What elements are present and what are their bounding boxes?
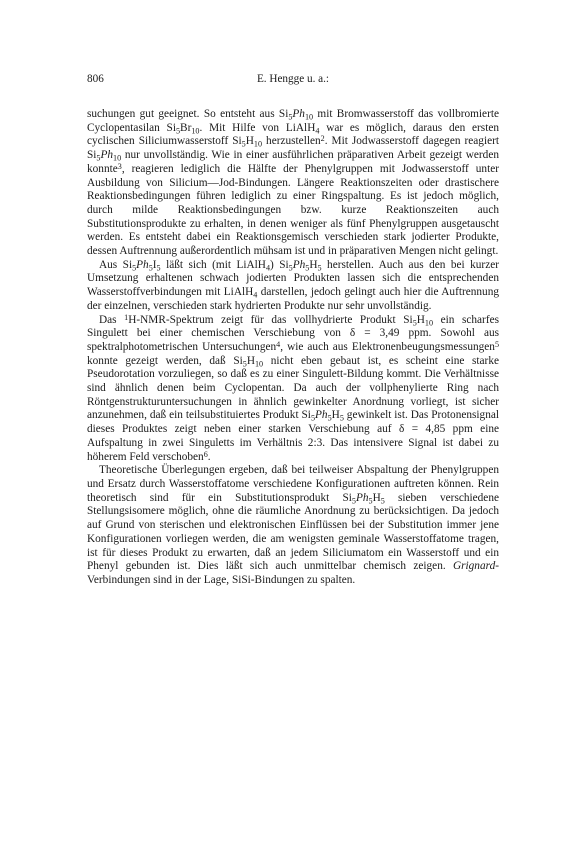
page-number: 806 (87, 73, 104, 85)
paragraph: Theoretische Überlegungen ergeben, daß bei teilweiser Abspaltung der Phenylgruppen und Ersatz durch Wasserstoffatome verschiedene Konfigurationen auftreten können. Rein theoretisch sind für ein Substitutionsprodukt $Si_5Ph_5H_5$ sieben verschiedene Stellungsisomere möglich, ohne die räumliche Anordnung zu berücksichtigen. Da jedoch auf Grund von sterischen und elektronischen Einflüssen bei der Substitution immer jene Konfigurationen vorliegen werden, die am wenigsten geminale Wasserstoffatome tragen, ist für dieses Produkt zu erwarten, daß an jedem Siliciumatom ein Wasserstoff und ein Phenyl gebunden ist. Dies läßt sich auch unmittelbar chemisch zeigen. Grignard-Verbindungen sind in der Lage, SiSi-Bindungen zu spalten. (87, 464, 499, 586)
body-text (87, 108, 499, 588)
paragraph: suchungen gut geeignet. So entsteht aus $Si_5Ph_{10}$ mit Bromwasserstoff das vollbromierte Cyclopentasilan $Si_5Br_{10}$. Mit Hilfe von LiAlH$_4$ war es möglich, daraus den ersten cyclischen Siliciumwasserstoff $Si_5H_{10}$ herzustellen$^2$. Mit Jodwasserstoff dagegen reagiert $Si_5Ph_{10}$ nur unvollständig. Wie in einer ausführlichen präparativen Arbeit gezeigt werden konnte$^3$, reagieren lediglich die Hälfte der Phenylgruppen mit Jodwasserstoff unter Ausbildung von Silicium—Jod-Bindungen. Längere Reaktionszeiten oder drastischere Reaktionsbedingungen führen lediglich zu einer Ringspaltung. Es ist jedoch möglich, durch milde Reaktionsbedingungen bzw. kurze Reaktionszeiten auch Substitutionsprodukte zu erhalten, in denen weniger als fünf Phenylgruppen ausgetauscht werden. Es entsteht dabei ein Reaktionsgemisch verschieden stark jodierter Produkte, dessen Auftrennung außerordentlich mühsam ist und in präparativen Mengen nicht gelingt. (87, 108, 500, 258)
paragraph: Aus $Si_5Ph_5I_5$ läßt sich (mit LiAlH$_4$) $Si_5Ph_5H_5$ herstellen. Auch aus den bei kurzer Umsetzung erhaltenen schwach jodierten Produkten lassen sich die entsprechenden Wasserstoffverbindungen mit LiAlH$_4$ darstellen, jedoch gelingt auch hier die Auftrennung der einzelnen, verschieden stark hydrierten Produkte nur sehr unvollständig. (87, 258, 499, 312)
paragraph: Das $^1$H-NMR-Spektrum zeigt für das vollhydrierte Produkt $Si_5H_{10}$ ein scharfes Singulett bei einer chemischen Verschiebung von δ = 3,49 ppm. Sowohl aus spektralphotometrischen Untersuchungen$^4$, wie auch aus Elektronenbeugungsmessungen$^5$ konnte gezeigt werden, daß $Si_5H_{10}$ nicht eben gebaut ist, es scheint eine starke Pseudorotation vorzuliegen, so daß es zu einer Singulett-Bildung kommt. Die Verhältnisse sind ähnlich denen beim Cyclopentan. Da auch der vollphenylierte Ring nach Röntgenstrukturuntersuchungen in ähnlich gewinkelter Anordnung vorliegt, ist sicher anzunehmen, daß ein teilsubstituiertes Produkt $Si_5Ph_5H_5$ gewinkelt ist. Das Protonensignal dieses Produktes zeigt neben einer starken Verschiebung auf δ = 4,85 ppm eine Aufspaltung in zwei Singuletts im Verhältnis 2:3. Das intensivere Signal ist dabei zu höherem Feld verschoben$^6$. (87, 312, 500, 463)
running-head: E. Hengge u. a.: (256, 73, 330, 85)
